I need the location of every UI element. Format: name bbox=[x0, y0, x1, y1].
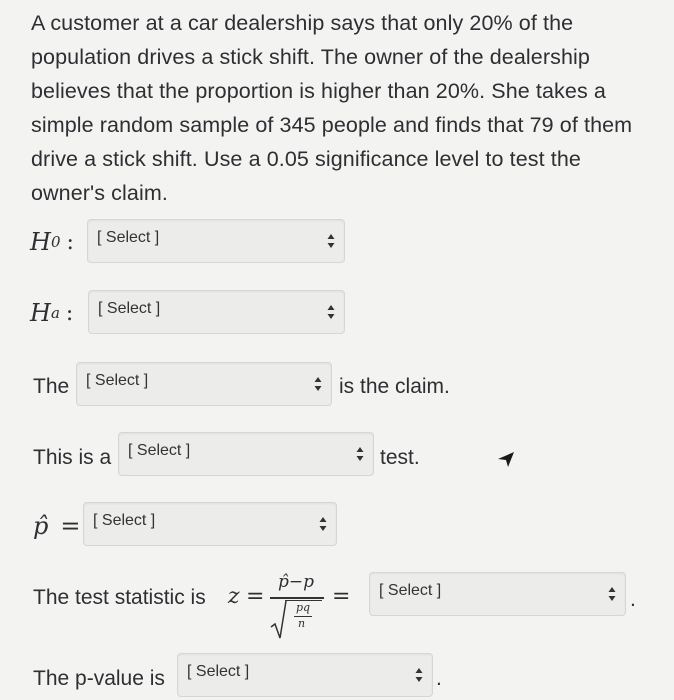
test-suffix: test. bbox=[380, 446, 420, 469]
select-label: [ Select ] bbox=[97, 229, 160, 246]
select-label: [ Select ] bbox=[187, 663, 250, 680]
formula-den-numerator: pq bbox=[296, 601, 311, 614]
select-label: [ Select ] bbox=[98, 300, 161, 317]
z-symbol: z bbox=[228, 584, 240, 609]
statistic-prefix: The test statistic is bbox=[33, 586, 206, 609]
pvalue-select[interactable] bbox=[177, 653, 433, 697]
select-arrows-icon bbox=[356, 445, 364, 463]
phat-symbol: p̂ bbox=[33, 512, 49, 540]
z-equals: = bbox=[246, 584, 265, 609]
select-label: [ Select ] bbox=[128, 442, 191, 459]
test-type-select[interactable] bbox=[118, 432, 374, 476]
question-text: A customer at a car dealership says that only 20% of the population drives a stick shift. The owner of the dealership believes that the proportion is higher than 20%. She takes a simple random sample of 345 people and finds that 79 of them drive a stick shift. Use a 0.05 significance level to test the owner's claim. bbox=[31, 11, 633, 205]
z-formula bbox=[268, 572, 326, 644]
formula-equals: = bbox=[332, 584, 351, 609]
select-label: [ Select ] bbox=[93, 512, 156, 529]
mouse-cursor-icon bbox=[496, 449, 516, 469]
test-statistic-select[interactable] bbox=[369, 572, 626, 616]
select-label: [ Select ] bbox=[86, 372, 149, 389]
sqrt-sign-icon bbox=[270, 599, 288, 641]
ha-colon: : bbox=[65, 300, 74, 326]
null-hypothesis-label bbox=[30, 228, 80, 256]
select-arrows-icon bbox=[327, 232, 335, 250]
formula-den-denominator: n bbox=[298, 617, 306, 630]
sample-proportion-select[interactable] bbox=[83, 502, 337, 546]
alt-hypothesis-label bbox=[30, 299, 79, 327]
h0-subscript: 0 bbox=[50, 233, 61, 251]
ha-symbol: H bbox=[30, 299, 51, 327]
test-prefix: This is a bbox=[33, 446, 112, 469]
claim-suffix: is the claim. bbox=[339, 375, 450, 398]
select-arrows-icon bbox=[608, 585, 616, 603]
pvalue-period: . bbox=[436, 667, 442, 690]
formula-numerator: p̂−p bbox=[278, 572, 315, 592]
h0-symbol: H bbox=[30, 228, 51, 256]
phat-label bbox=[33, 512, 86, 540]
h0-colon: : bbox=[66, 229, 74, 255]
phat-equals: = bbox=[60, 512, 81, 540]
alt-hypothesis-select[interactable] bbox=[88, 290, 345, 334]
statistic-period: . bbox=[630, 588, 636, 611]
null-hypothesis-select[interactable] bbox=[87, 219, 345, 263]
select-label: [ Select ] bbox=[379, 582, 442, 599]
pvalue-prefix: The p-value is bbox=[33, 667, 165, 690]
select-arrows-icon bbox=[327, 303, 335, 321]
select-arrows-icon bbox=[319, 515, 327, 533]
ha-subscript: a bbox=[50, 304, 60, 322]
claim-prefix: The bbox=[33, 375, 70, 398]
claim-select[interactable] bbox=[76, 362, 332, 406]
select-arrows-icon bbox=[415, 666, 423, 684]
select-arrows-icon bbox=[314, 375, 322, 393]
